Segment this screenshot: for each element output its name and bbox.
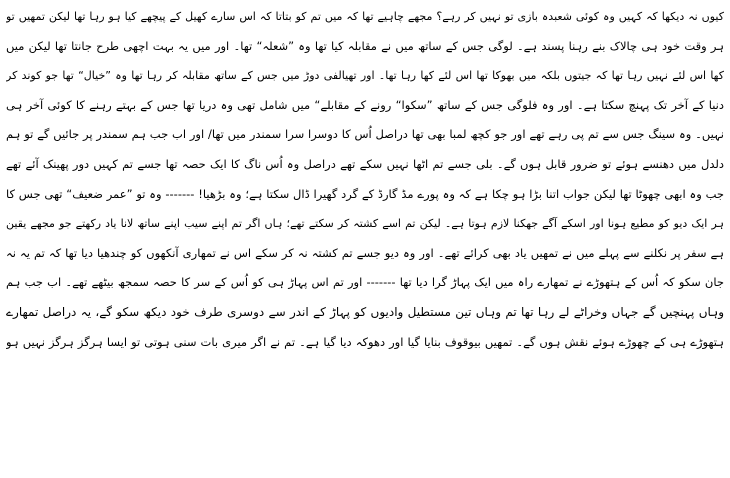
text-line-9: ہے سفر پر نکلنے سے پہلے میں نے تمھیں یاد بھی کرائے تھے۔ اور وہ دیو جسے تم کشتہ نہ کر سکے اس نے تمھاری آنکھوں کو چندھیا دیا تھا کہ تم یہ نہ	[6, 245, 724, 260]
text-line-6: دلدل میں دھنسے ہوئے تو ضرور قابل ہوں گے۔ بلی جسے تم اٹھا نہیں سکے تھے دراصل وہ اُس ناگ کا ایک حصہ تھا جسے تم کہیں دور پھینک آئے تھے	[6, 156, 724, 171]
text-line-3: کھا اس لئے نہیں رہا تھا کہ جیتوں بلکہ میں بھوکا تھا اس لئے کھا رہا تھا۔ اور تھیالفی دوڑ میں جس کے ساتھ مقابلہ کر رہا تھا وہ ”خیال“ تھا جو کوند کر	[6, 69, 724, 83]
text-line-1: کیوں نہ دیکھا کہ کہیں وہ کوئی شعبدہ بازی تو نہیں کر رہے؟ مجھے چاہیے تھا کہ میں تم کو بتاتا کہ اس سارے کھیل کے پیچھے کیا ہو رہا تھا لیکن تمھیں تو	[6, 10, 724, 23]
urdu-paragraph	[6, 2, 724, 357]
text-line-10: جان سکو کہ اُس کے ہتھوڑے نے تمھارے راہ میں ایک پہاڑ گرا دیا تھا ------- اور تم اس پہاڑ ہی کو اُس کے سر کا حصہ سمجھ بیٹھے تھے۔ اب جب ہم	[6, 275, 724, 290]
text-line-7: جب وہ ابھی چھوٹا تھا لیکن جواب اتنا بڑا ہو چکا ہے کہ وہ پورے مڈ گارڈ کے گرد گھیرا ڈال سکتا ہے؛ وہ بڑھیا! ------- وہ تو ”عمر ضعیف“ تھی جس کا	[6, 186, 724, 201]
text-line-8: ہر ایک دیو کو مطیع ہونا اور اسکے آگے جھکنا لازم ہوتا ہے۔ لیکن تم اسے کشتہ کر سکتے تھے؛ ہاں اگر تم اپنے سیب اپنے ساتھ لانا یاد رکھتے جو مجھے یقین	[6, 217, 724, 231]
text-line-11: وہاں پہنچیں گے جہاں وخراٹے لے رہا تھا تم وہاں تین مستطیل وادیوں کو پہاڑ کے اندر سے دوسری طرف خود دیکھ سکو گے، یہ دراصل تمھارے	[6, 304, 724, 319]
text-line-2: ہر وقت خود ہی چالاک بنے رہنا پسند ہے۔ لوگی جس کے ساتھ میں نے مقابلہ کیا تھا وہ ”شعلہ“ تھا۔ اور میں یہ بہت اچھی طرح جانتا تھا لیکن میں	[6, 38, 724, 53]
text-line-5: نہیں۔ وہ سینگ جس سے تم پی رہے تھے اور جو کچھ لمبا بھی تھا دراصل اُس کا دوسرا سرا سمندر میں تھا/ اور اب جب ہم سمندر پر جائیں گے تو ہم	[6, 127, 724, 142]
text-line-12: ہتھوڑے ہی کے چھوڑے ہوئے نقش ہوں گے۔ تمھیں بیوقوف بنایا گیا اور دھوکہ دیا گیا ہے۔ تم نے اگر میری بات سنی ہوتی تو ایسا ہرگز ہرگز نہیں ہو	[6, 334, 724, 349]
text-line-4: دنیا کے آخر تک پہنچ سکتا ہے۔ اور وہ فلوگی جس کے ساتھ ”سکوا“ رونے کے مقابلے“ میں شامل تھی وہ دریا تھا جس کے بہتے رہنے کا کوئی آخر ہی	[6, 97, 724, 112]
